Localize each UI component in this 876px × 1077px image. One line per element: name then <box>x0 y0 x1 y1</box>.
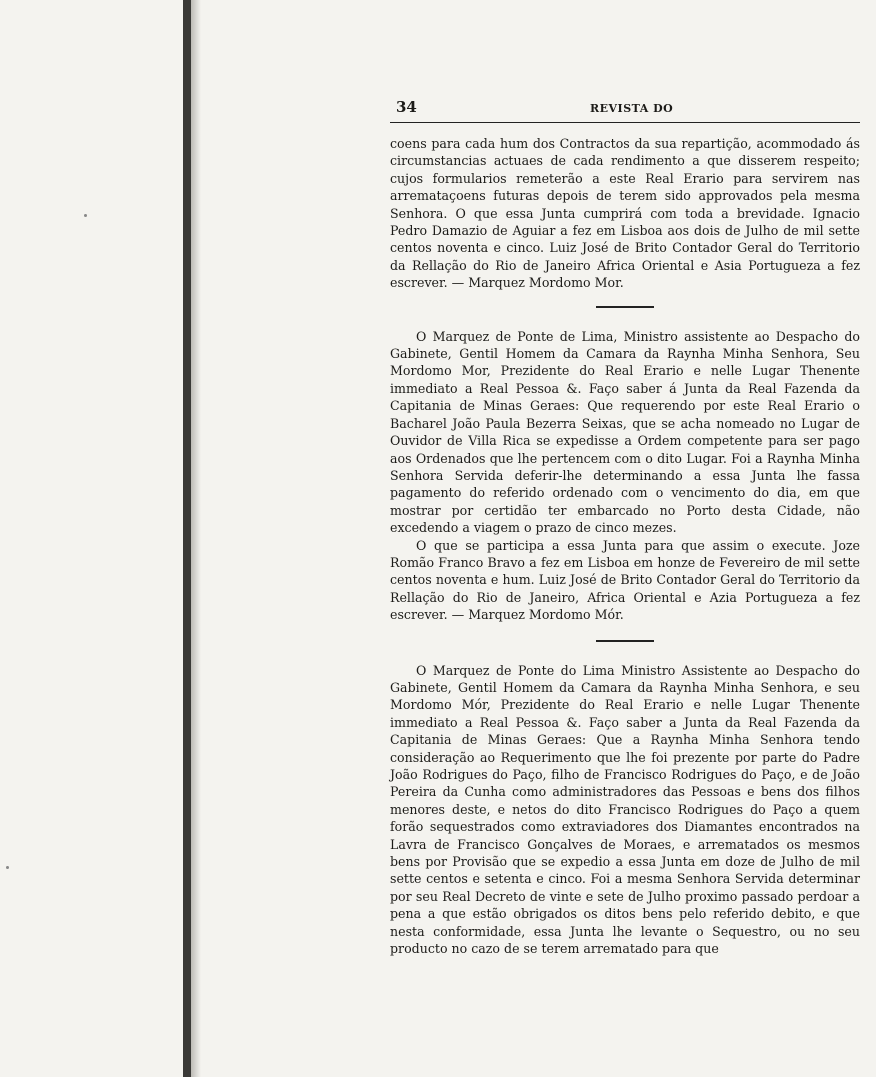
paragraph-1: coens para cada hum dos Contractos da sua repartição, acommodado ás circumstancias actuaes de cada rendimento a que disserem respeito; cujos formularios remeterão a este Real Erario para servirem nas arremataçoens futuras depois de terem sido approvados pela mesma Senhora. O que essa Junta cumprirá com toda a brevidade. Ignacio Pedro Damazio de Aguiar a fez em Lisboa aos dois de Julho de mil sette centos noventa e cinco. Luiz José de Brito Contador Geral do Territorio da Rellação do Rio de Janeiro Africa Oriental e Asia Portugueza a fez escrever. — Marquez Mordomo Mor. <box>390 136 860 291</box>
book-gutter <box>183 0 191 1077</box>
paragraph-2: O Marquez de Ponte de Lima, Ministro assistente ao Despacho do Gabinete, Gentil Homem da Camara da Raynha Minha Senhora, Seu Mordomo Mor, Prezidente do Real Erario e nelle Lugar Thenente immediato a Real Pessoa &. Faço saber á Junta da Real Fazenda da Capitania de Minas Geraes: Que requerendo por este Real Erario o Bacharel João Paula Bezerra Seixas, que se acha nomeado no Lugar de Ouvidor de Villa Rica se expedisse a Ordem competente para ser pago aos Ordenados que lhe pertencem com o dito Lugar. Foi a Raynha Minha Senhora Servida deferir-lhe determinando a essa Junta lhe fassa pagamento do referido ordenado com o vencimento do dia, em que mostrar por certidão ter embarcado no Porto desta Cidade, não excedendo a viagem o prazo de cinco mezes. <box>390 328 860 536</box>
page-number: 34 <box>396 98 417 116</box>
running-title: REVISTA DO <box>590 102 674 115</box>
scan-speck <box>6 866 9 869</box>
paragraph-3: O que se participa a essa Junta para que assim o execute. Joze Romão Franco Bravo a fez em Lisboa em honze de Fevereiro de mil sette centos noventa e hum. Luiz José de Brito Contador Geral do Territorio da Rellação do Rio de Janeiro, Africa Oriental e Azia Portugueza a fez escrever. — Marquez Mordomo Mór. <box>390 537 860 623</box>
scan-speck <box>84 214 87 217</box>
document-page <box>390 96 860 957</box>
section-divider <box>596 306 654 308</box>
section-divider <box>596 640 654 642</box>
gutter-shadow <box>191 0 201 1077</box>
paragraph-4: O Marquez de Ponte do Lima Ministro Assistente ao Despacho do Gabinete, Gentil Homem da Camara da Raynha Minha Senhora, e seu Mordomo Mór, Prezidente do Real Erario e nelle Lugar Thenente immediato a Real Pessoa &. Faço saber a Junta da Real Fazenda da Capitania de Minas Geraes: Que a Raynha Minha Senhora tendo consideração ao Requerimento que lhe foi prezente por parte do Padre João Rodrigues do Paço, filho de Francisco Rodrigues do Paço, e de João Pereira da Cunha como administradores das Pessoas e bens dos filhos menores deste, e netos do dito Francisco Rodrigues do Paço a quem forão sequestrados como extraviadores dos Diamantes encontrados na Lavra de Francisco Gonçalves de Moraes, e arrematados os mesmos bens por Provisão que se expedio a essa Junta em doze de Julho de mil sette centos e setenta e cinco. Foi a mesma Senhora Servida determinar por seu Real Decreto de vinte e sete de Julho proximo passado perdoar a pena a que estão obrigados os ditos bens pelo referido debito, e que nesta conformidade, essa Junta lhe levante o Sequestro, ou no seu producto no cazo de se terem arrematado para que <box>390 662 860 957</box>
page-header <box>390 96 860 123</box>
